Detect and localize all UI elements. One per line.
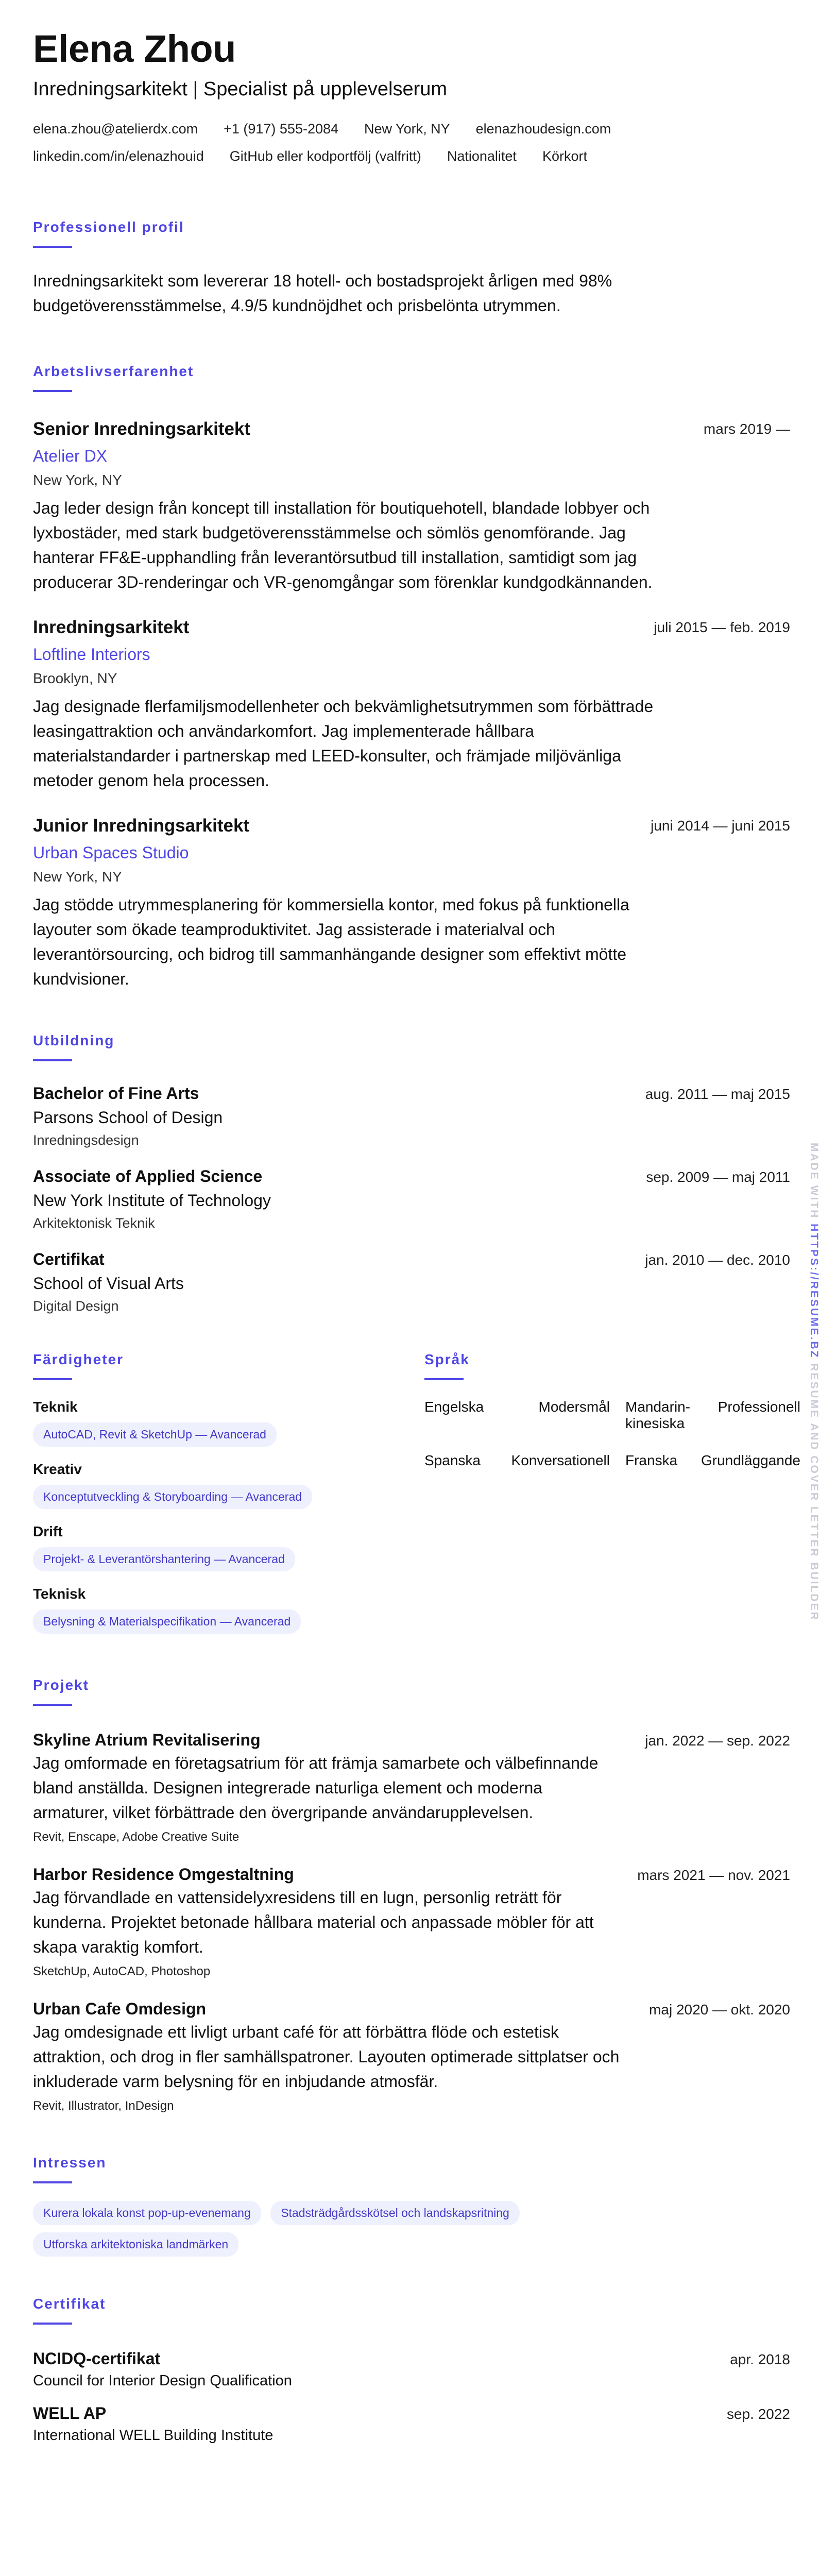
contact-email[interactable]: elena.zhou@atelierdx.com <box>33 121 198 137</box>
job-dates: juli 2015 — feb. 2019 <box>654 619 790 635</box>
company-name: Urban Spaces Studio <box>33 843 189 862</box>
job-description: Jag designade flerfamiljsmodellenheter och bekvämlighetsutrymmen som förbättrade leasingattraktion och användarkomfort. Jag implementerade hållbara materialstandarder i partnerskap med LEED-konsulter, och främjade miljövänliga metoder genom hela processen. <box>33 697 654 790</box>
project-dates: mars 2021 — nov. 2021 <box>637 1867 790 1883</box>
skill-group <box>33 1399 424 1447</box>
education-section <box>33 1032 790 1314</box>
skill-category: Drift <box>33 1523 63 1539</box>
language-level: Grundläggande <box>701 1452 800 1468</box>
section-title-skills: Färdigheter <box>33 1351 124 1367</box>
section-divider <box>33 1704 72 1706</box>
education-item <box>33 1084 790 1148</box>
languages-section <box>424 1351 800 1634</box>
job-title: Junior Inredningsarkitekt <box>33 816 250 836</box>
project-dates: jan. 2022 — sep. 2022 <box>645 1733 790 1749</box>
resume-page <box>33 27 800 2444</box>
project-description: Jag förvandlade en vattensidelyxresidens till en lugn, personlig reträtt för kunderna. Projektet betonade hållbara material och anpassade möbler för att skapa varaktig komfort. <box>33 1888 594 1956</box>
school-name: New York Institute of Technology <box>33 1191 271 1210</box>
watermark-suffix: RESUME AND COVER LETTER BUILDER <box>808 1359 820 1621</box>
contact-row-primary <box>33 121 790 137</box>
language-name: Spanska <box>424 1452 481 1468</box>
job-dates: juni 2014 — juni 2015 <box>651 818 790 834</box>
certification-item <box>33 2349 790 2389</box>
certification-item <box>33 2404 790 2444</box>
education-dates: sep. 2009 — maj 2011 <box>646 1169 790 1185</box>
education-item <box>33 1250 790 1314</box>
contact-github[interactable]: GitHub eller kodportfölj (valfritt) <box>229 148 421 164</box>
certification-name: NCIDQ-certifikat <box>33 2349 161 2368</box>
interests-section <box>33 2155 790 2257</box>
job-dates: mars 2019 — <box>703 421 790 437</box>
certification-name: WELL AP <box>33 2404 107 2422</box>
section-title-profile: Professionell profil <box>33 219 184 235</box>
skill-pill: AutoCAD, Revit & SketchUp — Avancerad <box>33 1422 277 1447</box>
education-dates: jan. 2010 — dec. 2010 <box>645 1252 790 1268</box>
skills-languages-row <box>33 1351 800 1634</box>
language-level: Konversationell <box>511 1452 610 1468</box>
degree-title: Associate of Applied Science <box>33 1167 263 1185</box>
profile-summary: Inredningsarkitekt som levererar 18 hotell- och bostadsprojekt årligen med 98% budgetöverensstämmelse, 4.9/5 kundnöjdhet och prisbelönta utrymmen. <box>33 272 612 315</box>
certification-issuer: International WELL Building Institute <box>33 2427 274 2444</box>
experience-item <box>33 816 790 991</box>
project-item <box>33 1865 790 1979</box>
project-tools: Revit, Enscape, Adobe Creative Suite <box>33 1830 240 1844</box>
language-level: Professionell <box>717 1399 800 1415</box>
certification-date: apr. 2018 <box>730 2351 790 2367</box>
certifications-section <box>33 2296 790 2444</box>
languages-grid <box>424 1399 800 1469</box>
experience-item <box>33 419 790 595</box>
project-dates: maj 2020 — okt. 2020 <box>649 2002 790 2018</box>
contact-license: Körkort <box>542 148 587 164</box>
contact-nationality: Nationalitet <box>447 148 517 164</box>
section-divider <box>33 246 72 248</box>
contact-location: New York, NY <box>364 121 450 137</box>
section-divider <box>424 1378 464 1380</box>
job-location: New York, NY <box>33 472 122 488</box>
education-dates: aug. 2011 — maj 2015 <box>645 1086 790 1102</box>
skill-group <box>33 1523 424 1571</box>
project-name: Urban Cafe Omdesign <box>33 1999 207 2018</box>
skill-category: Teknisk <box>33 1586 86 1602</box>
skill-pill: Konceptutveckling & Storyboarding — Avancerad <box>33 1485 312 1509</box>
section-title-experience: Arbetslivserfarenhet <box>33 363 194 379</box>
skill-category: Teknik <box>33 1399 78 1415</box>
education-item <box>33 1167 790 1231</box>
section-divider <box>33 390 72 392</box>
job-description: Jag leder design från koncept till installation för boutiquehotell, blandade lobbyer och lyxbostäder, med stark budgetöverensstämmelse och sömlös genomförande. Jag hanterar FF&E-upphandling från leverantörsutbud till installation, samtidigt som jag producerar 3D-renderingar och VR-genomgångar som förenklar kundgodkännanden. <box>33 499 653 591</box>
language-level: Modersmål <box>538 1399 610 1415</box>
field-of-study: Digital Design <box>33 1298 119 1314</box>
candidate-name: Elena Zhou <box>33 27 236 70</box>
projects-section <box>33 1677 790 2113</box>
section-divider <box>33 1378 72 1380</box>
certification-date: sep. 2022 <box>727 2406 790 2422</box>
experience-section <box>33 363 790 991</box>
field-of-study: Arkitektonisk Teknik <box>33 1215 155 1231</box>
job-description: Jag stödde utrymmesplanering för kommersiella kontor, med fokus på funktionella layouter som ökade teamproduktivitet. Jag assisterade i materialval och leverantörsourcing, och bidrog till sammanhängande designer som effektivt mötte kundvisioner. <box>33 895 629 988</box>
interest-pills <box>33 2194 651 2257</box>
degree-title: Certifikat <box>33 1250 105 1268</box>
job-location: New York, NY <box>33 869 122 885</box>
section-divider <box>33 1059 72 1061</box>
section-title-interests: Intressen <box>33 2155 107 2171</box>
interest-pill: Utforska arkitektoniska landmärken <box>33 2232 238 2257</box>
section-title-projects: Projekt <box>33 1677 89 1693</box>
skill-group <box>33 1586 424 1634</box>
company-name: Loftline Interiors <box>33 645 150 664</box>
project-tools: Revit, Illustrator, InDesign <box>33 2099 174 2113</box>
contact-website[interactable]: elenazhoudesign.com <box>475 121 611 137</box>
skill-pill: Belysning & Materialspecifikation — Avancerad <box>33 1609 301 1634</box>
certification-issuer: Council for Interior Design Qualification <box>33 2372 292 2389</box>
section-title-certifications: Certifikat <box>33 2296 106 2312</box>
project-name: Harbor Residence Omgestaltning <box>33 1865 294 1884</box>
language-name: Mandarin-kinesiska <box>625 1399 691 1431</box>
school-name: School of Visual Arts <box>33 1274 184 1293</box>
job-title: Senior Inredningsarkitekt <box>33 419 251 439</box>
project-description: Jag omformade en företagsatrium för att främja samarbete och välbefinnande bland anställda. Designen integrerade naturliga element och moderna armaturer, vilket förbättrade den övergripande användarupplevelsen. <box>33 1754 599 1822</box>
interest-pill: Kurera lokala konst pop-up-evenemang <box>33 2201 261 2225</box>
project-description: Jag omdesignade ett livligt urbant café för att förbättra flöde och estetisk attraktion, och drog in fler samhällspatroner. Layouten optimerade sittplatser och inkluderade varm belysning för en inbjudande atmosfär. <box>33 2023 620 2091</box>
watermark-link[interactable]: HTTPS://RESUME.BZ <box>808 1224 820 1359</box>
section-divider <box>33 2323 72 2325</box>
project-name: Skyline Atrium Revitalisering <box>33 1731 261 1749</box>
candidate-tagline: Inredningsarkitekt | Specialist på upplevelserum <box>33 78 448 100</box>
skill-category: Kreativ <box>33 1461 82 1477</box>
watermark-prefix: MADE WITH <box>808 1143 820 1224</box>
section-divider <box>33 2181 72 2183</box>
contact-linkedin[interactable]: linkedin.com/in/elenazhouid <box>33 148 204 164</box>
degree-title: Bachelor of Fine Arts <box>33 1084 199 1103</box>
job-title: Inredningsarkitekt <box>33 617 190 637</box>
contact-phone[interactable]: +1 (917) 555-2084 <box>224 121 339 137</box>
job-location: Brooklyn, NY <box>33 670 117 686</box>
experience-item <box>33 617 790 793</box>
interest-pill: Stadsträdgårdsskötsel och landskapsritning <box>270 2201 520 2225</box>
section-title-education: Utbildning <box>33 1032 115 1048</box>
contact-row-secondary <box>33 148 790 164</box>
project-tools: SketchUp, AutoCAD, Photoshop <box>33 1964 211 1978</box>
profile-section <box>33 219 790 318</box>
skill-pill: Projekt- & Leverantörshantering — Avancerad <box>33 1547 295 1571</box>
company-name: Atelier DX <box>33 447 108 465</box>
school-name: Parsons School of Design <box>33 1108 223 1127</box>
section-title-languages: Språk <box>424 1351 470 1367</box>
language-name: Engelska <box>424 1399 484 1415</box>
skill-group <box>33 1461 424 1509</box>
field-of-study: Inredningsdesign <box>33 1132 139 1148</box>
skills-section <box>33 1351 424 1634</box>
project-item <box>33 1999 790 2113</box>
project-item <box>33 1731 790 1844</box>
language-name: Franska <box>625 1452 678 1468</box>
builder-watermark <box>808 1143 820 1621</box>
